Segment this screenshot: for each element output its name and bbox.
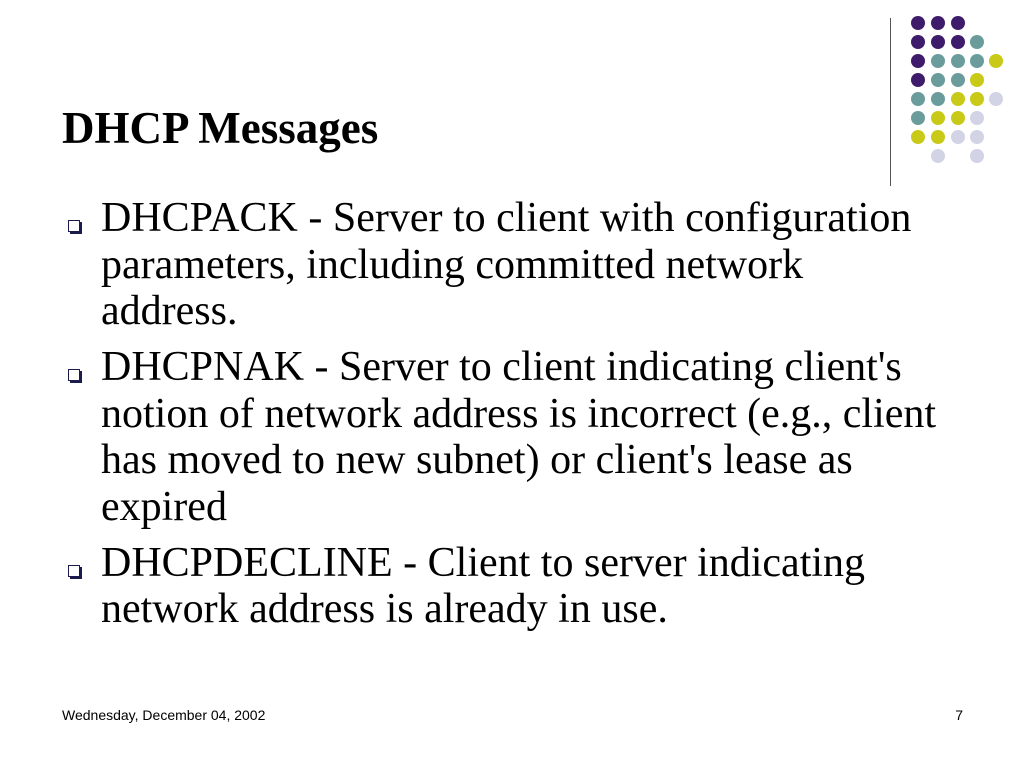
decorative-dot — [951, 54, 965, 68]
bullet-text-line: network address is already in use. — [101, 586, 668, 632]
bullet-list — [101, 195, 936, 633]
decorative-dot — [951, 73, 965, 87]
footer-page-number: 7 — [955, 707, 963, 723]
bullet-text-line: DHCPACK - Server to client with configuration — [101, 195, 912, 241]
bullet-item-dhcpnak — [101, 344, 936, 530]
decorative-dot — [911, 92, 925, 106]
footer-date: Wednesday, December 04, 2002 — [62, 707, 266, 723]
decorative-dot — [970, 111, 984, 125]
decorative-dot — [951, 92, 965, 106]
bullet-text-line: parameters, including committed network — [101, 241, 804, 288]
bullet-text-line: expired — [101, 483, 227, 530]
decorative-dot — [970, 54, 984, 68]
bullet-item-dhcpdecline — [101, 540, 936, 633]
decorative-dot — [951, 16, 965, 30]
decorative-dot — [911, 54, 925, 68]
bullet-text-line: DHCPDECLINE - Client to server indicating — [101, 539, 866, 586]
decorative-dot — [911, 35, 925, 49]
decorative-dot — [989, 92, 1003, 106]
decorative-dot — [970, 130, 984, 144]
hollow-square-bullet-icon — [68, 565, 80, 577]
decorative-dot-grid — [905, 10, 1010, 170]
decorative-dot — [931, 130, 945, 144]
decorative-dot — [931, 92, 945, 106]
decorative-dot — [931, 149, 945, 163]
bullet-text-line: address. — [101, 288, 238, 334]
decorative-dot — [951, 111, 965, 125]
decorative-dot — [970, 35, 984, 49]
decorative-dot — [951, 130, 965, 144]
decorative-dot — [931, 35, 945, 49]
slide-title: DHCP Messages — [62, 103, 379, 153]
hollow-square-bullet-icon — [68, 220, 80, 232]
decorative-dot — [911, 73, 925, 87]
decorative-dot — [970, 73, 984, 87]
decorative-dot — [951, 35, 965, 49]
bullet-text-line: DHCPNAK - Server to client indicating client's — [101, 344, 902, 390]
decorative-dot — [931, 73, 945, 87]
bullet-text-line: has moved to new subnet) or client's lease as — [101, 437, 853, 483]
decorative-dot — [989, 54, 1003, 68]
decorative-dot — [911, 111, 925, 125]
bullet-text-line: notion of network address is incorrect (e.g., client — [101, 390, 937, 437]
decorative-dot — [931, 111, 945, 125]
decorative-dot — [970, 149, 984, 163]
decorative-dot — [911, 16, 925, 30]
bullet-item-dhcpack — [101, 195, 936, 335]
vertical-divider-line — [890, 18, 891, 186]
decorative-dot — [931, 16, 945, 30]
hollow-square-bullet-icon — [68, 369, 80, 381]
decorative-dot — [931, 54, 945, 68]
decorative-dot — [911, 130, 925, 144]
decorative-dot — [970, 92, 984, 106]
